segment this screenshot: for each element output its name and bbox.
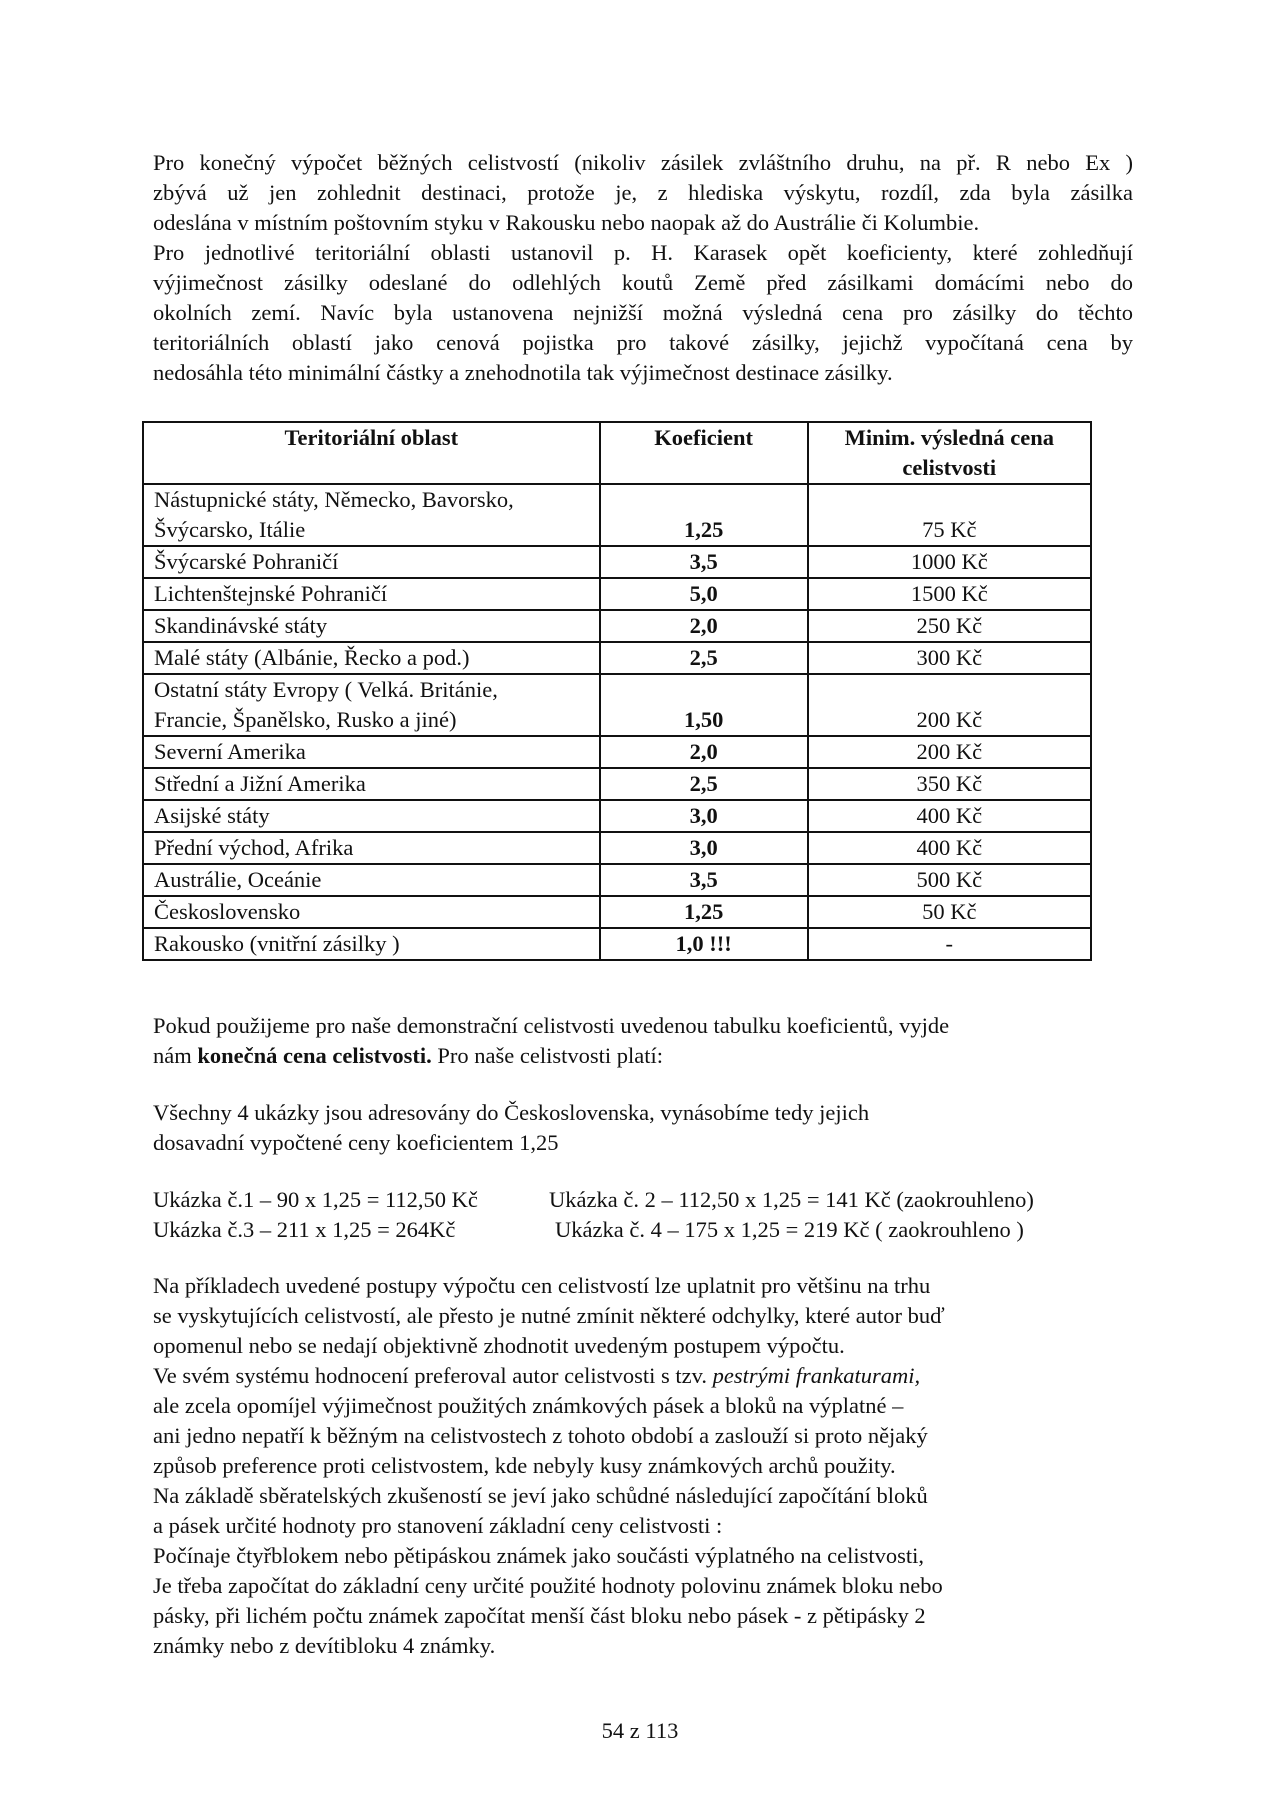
region-cell: Severní Amerika — [143, 736, 600, 768]
region-cell: Malé státy (Albánie, Řecko a pod.) — [143, 642, 600, 674]
min-price-cell: 350 Kč — [808, 768, 1091, 800]
region-cell: Asijské státy — [143, 800, 600, 832]
min-price-cell: 250 Kč — [808, 610, 1091, 642]
coefficient-cell: 2,0 — [600, 610, 808, 642]
final-price-term: konečná cena celistvosti. — [197, 1043, 432, 1068]
examples-paragraph — [153, 1185, 1133, 1245]
coefficient-table — [142, 421, 1092, 961]
table-row — [143, 768, 1091, 800]
header-coefficient: Koeficient — [600, 422, 808, 484]
table-header-row — [143, 422, 1091, 484]
multiply-line: dosavadní vypočtené ceny koeficientem 1,25 — [153, 1130, 559, 1155]
region-cell: Přední východ, Afrika — [143, 832, 600, 864]
coefficient-cell: 3,0 — [600, 800, 808, 832]
table-row — [143, 674, 1091, 736]
intro-line: výjimečnost zásilky odeslané do odlehlých koutů Země před zásilkami domácími nebo do — [153, 270, 1133, 295]
region-text: Francie, Španělsko, Rusko a jiné) — [154, 707, 457, 732]
table-row — [143, 484, 1091, 546]
region-cell: Rakousko (vnitřní zásilky ) — [143, 928, 600, 960]
region-cell — [143, 484, 600, 546]
header-region: Teritoriální oblast — [143, 422, 600, 484]
region-text: Švýcarsko, Itálie — [154, 517, 306, 542]
examples-line — [153, 1185, 1133, 1215]
intro-line: Pro jednotlivé teritoriální oblasti ustanovil p. H. Karasek opět koeficienty, které zohledňují — [153, 240, 1133, 265]
closing-line: Na příkladech uvedené postupy výpočtu cen celistvostí lze uplatnit pro většinu na trhu — [153, 1273, 931, 1298]
table-row — [143, 832, 1091, 864]
coefficient-cell: 2,5 — [600, 768, 808, 800]
example-3: Ukázka č.3 – 211 x 1,25 = 264Kč — [153, 1217, 456, 1242]
page-number: 54 z 113 — [601, 1718, 679, 1743]
intro-paragraph — [153, 148, 1133, 388]
usage-text: nám — [153, 1043, 198, 1068]
closing-line: Počínaje čtyřblokem nebo pětipáskou známek jako součásti výplatného na celistvosti, — [153, 1543, 925, 1568]
closing-line: ale zcela opomíjel výjimečnost použitých známkových pásek a bloků na výplatné – — [153, 1393, 904, 1418]
header-min-price: Minim. výsledná cena celistvosti — [808, 422, 1091, 484]
min-price-cell: 200 Kč — [808, 674, 1091, 736]
region-cell: Střední a Jižní Amerika — [143, 768, 600, 800]
min-price-cell: - — [808, 928, 1091, 960]
examples-line — [153, 1215, 1133, 1245]
min-price-cell: 500 Kč — [808, 864, 1091, 896]
coefficient-cell: 1,0 !!! — [600, 928, 808, 960]
intro-line: teritoriálních oblastí jako cenová pojistka pro takové zásilky, jejichž vypočítaná cena by — [153, 330, 1133, 355]
coefficient-cell: 1,25 — [600, 484, 808, 546]
region-cell: Švýcarské Pohraničí — [143, 546, 600, 578]
coefficient-cell: 2,0 — [600, 736, 808, 768]
closing-text: Ve svém systému hodnocení preferoval autor celistvosti s tzv. — [153, 1363, 713, 1388]
closing-line: pásky, při lichém počtu známek započítat menší část bloku nebo pásek - z pětipásky 2 — [153, 1603, 926, 1628]
min-price-cell: 1500 Kč — [808, 578, 1091, 610]
min-price-cell: 400 Kč — [808, 832, 1091, 864]
coefficient-cell: 1,25 — [600, 896, 808, 928]
closing-line: se vyskytujících celistvostí, ale přesto je nutné zmínit některé odchylky, které autor buď — [153, 1303, 945, 1328]
table-row — [143, 642, 1091, 674]
min-price-cell: 50 Kč — [808, 896, 1091, 928]
closing-paragraph — [153, 1271, 1133, 1661]
table-row — [143, 736, 1091, 768]
coefficient-cell: 2,5 — [600, 642, 808, 674]
closing-line: Na základě sběratelských zkušeností se jeví jako schůdné následující započítání bloků — [153, 1483, 928, 1508]
min-price-cell: 1000 Kč — [808, 546, 1091, 578]
multiply-line: Všechny 4 ukázky jsou adresovány do Československa, vynásobíme tedy jejich — [153, 1100, 870, 1125]
multiply-paragraph — [153, 1098, 1133, 1158]
italic-term: pestrými frankaturami, — [712, 1363, 921, 1388]
coefficient-cell: 1,50 — [600, 674, 808, 736]
region-text: Nástupnické státy, Německo, Bavorsko, — [154, 487, 514, 512]
example-4: Ukázka č. 4 – 175 x 1,25 = 219 Kč ( zaokrouhleno ) — [555, 1217, 1024, 1242]
region-cell — [143, 674, 600, 736]
region-cell: Austrálie, Oceánie — [143, 864, 600, 896]
intro-line: Pro konečný výpočet běžných celistvostí (nikoliv zásilek zvláštního druhu, na př. R nebo Ex ) — [153, 150, 1133, 175]
coefficient-cell: 3,0 — [600, 832, 808, 864]
min-price-cell: 75 Kč — [808, 484, 1091, 546]
min-price-cell: 200 Kč — [808, 736, 1091, 768]
usage-paragraph — [153, 1011, 1133, 1071]
usage-line — [153, 1041, 1133, 1071]
table-row — [143, 864, 1091, 896]
min-price-cell: 300 Kč — [808, 642, 1091, 674]
coefficient-cell: 3,5 — [600, 864, 808, 896]
closing-line: způsob preference proti celistvostem, kde nebyly kusy známkových archů použity. — [153, 1453, 896, 1478]
table-row — [143, 928, 1091, 960]
coefficient-cell: 3,5 — [600, 546, 808, 578]
table-row — [143, 896, 1091, 928]
closing-line: a pásek určité hodnoty pro stanovení základní ceny celistvosti : — [153, 1513, 723, 1538]
example-2: Ukázka č. 2 – 112,50 x 1,25 = 141 Kč (zaokrouhleno) — [549, 1187, 1034, 1212]
intro-line: okolních zemí. Navíc byla ustanovena nejnižší možná výsledná cena pro zásilky do těchto — [153, 300, 1133, 325]
region-cell: Lichtenštejnské Pohraničí — [143, 578, 600, 610]
closing-line: Je třeba započítat do základní ceny určité použité hodnoty polovinu známek bloku nebo — [153, 1573, 943, 1598]
intro-line: odeslána v místním poštovním styku v Rakousku nebo naopak až do Austrálie či Kolumbie. — [153, 210, 980, 235]
closing-line: ani jedno nepatří k běžným na celistvostech z tohoto období a zaslouží si proto nějaký — [153, 1423, 928, 1448]
usage-line: Pokud použijeme pro naše demonstrační celistvosti uvedenou tabulku koeficientů, vyjde — [153, 1013, 950, 1038]
min-price-cell: 400 Kč — [808, 800, 1091, 832]
intro-line: nedosáhla této minimální částky a znehodnotila tak výjimečnost destinace zásilky. — [153, 360, 893, 385]
usage-text: Pro naše celistvosti platí: — [431, 1043, 663, 1068]
table-row — [143, 578, 1091, 610]
region-cell: Skandinávské státy — [143, 610, 600, 642]
table-row — [143, 546, 1091, 578]
example-1: Ukázka č.1 – 90 x 1,25 = 112,50 Kč — [153, 1187, 478, 1212]
coefficient-cell: 5,0 — [600, 578, 808, 610]
table-row — [143, 800, 1091, 832]
closing-line: opomenul nebo se nedají objektivně zhodnotit uvedeným postupem výpočtu. — [153, 1333, 845, 1358]
table-row — [143, 610, 1091, 642]
region-cell: Československo — [143, 896, 600, 928]
closing-line — [153, 1361, 1133, 1391]
intro-line: zbývá už jen zohlednit destinaci, protože je, z hlediska výskytu, rozdíl, zda byla zásilka — [153, 180, 1133, 205]
closing-line: známky nebo z devítibloku 4 známky. — [153, 1633, 496, 1658]
region-text: Ostatní státy Evropy ( Velká. Británie, — [154, 677, 498, 702]
